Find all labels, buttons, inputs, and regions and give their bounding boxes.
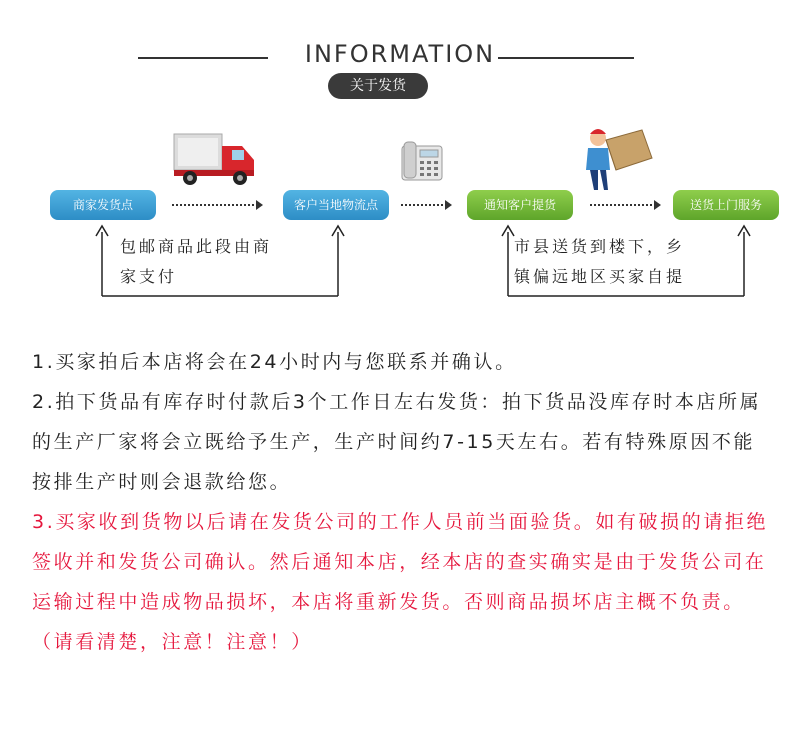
section-subtitle-badge: 关于发货 — [328, 73, 428, 99]
note-free-shipping — [120, 232, 272, 292]
page-title: INFORMATION — [304, 40, 496, 68]
note-self-pickup-line-1: 市县送货到楼下，乡 — [514, 237, 686, 256]
rule-2: 2.拍下货品有库存时付款后3个工作日左右发货：拍下货品没库存时本店所属的生产厂家将会立既给予生产，生产时间约7-15天左右。若有特殊原因不能按排生产时则会退款给您。 — [32, 391, 762, 493]
note-free-shipping-line-2: 家支付 — [120, 267, 178, 286]
flow-arrow-1 — [172, 204, 258, 206]
delivery-truck-icon — [172, 132, 260, 188]
note-self-pickup — [514, 232, 685, 292]
rule-3-warning: 3.买家收到货物以后请在发货公司的工作人员前当面验货。如有破损的请拒绝签收并和发货公司确认。然后通知本店，经本店的查实确实是由于发货公司在运输过程中造成物品损坏，本店将重新发货。否则商品损坏店主概不负责。（请看清楚，注意！注意！） — [32, 511, 769, 653]
note-free-shipping-line-1: 包邮商品此段由商 — [120, 237, 273, 256]
flow-arrow-2 — [401, 204, 447, 206]
step-local-logistics-point: 客户当地物流点 — [283, 190, 389, 220]
rule-1: 1.买家拍后本店将会在24小时内与您联系并确认。 — [32, 351, 517, 373]
delivery-man-icon — [582, 124, 654, 194]
step-notify-pickup: 通知客户提货 — [467, 190, 573, 220]
step-merchant-shipping-point: 商家发货点 — [50, 190, 156, 220]
note-self-pickup-line-2: 镇偏远地区买家自提 — [514, 267, 686, 286]
telephone-icon — [400, 140, 444, 182]
flow-arrow-3 — [590, 204, 656, 206]
step-door-delivery: 送货上门服务 — [673, 190, 779, 220]
shipping-rules — [32, 342, 772, 662]
